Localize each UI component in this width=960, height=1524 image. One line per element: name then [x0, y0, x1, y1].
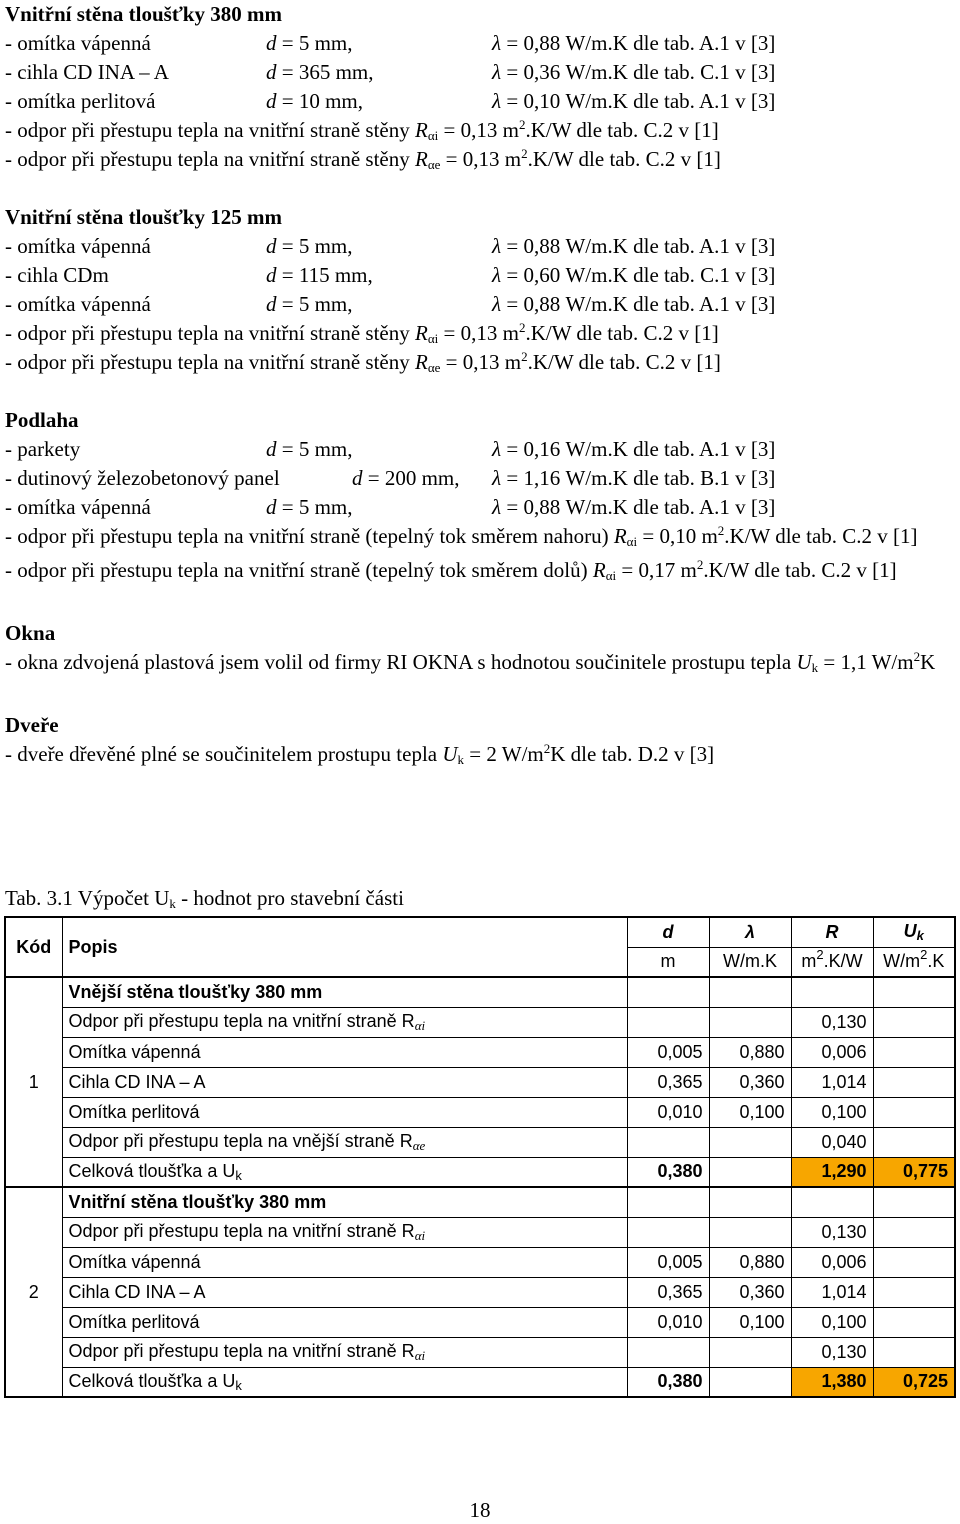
layer-line: - omítka perlitová d = 10 mm, λ = 0,10 W/m.K dle tab. A.1 v [3]: [5, 87, 950, 116]
unit-lambda: W/m.K: [709, 947, 791, 977]
uk-value: 0,775: [873, 1157, 955, 1187]
table-caption: Tab. 3.1 Výpočet $U_k$ - hodnot pro stavební části: [5, 886, 404, 911]
layer-thickness: 365 mm,: [298, 60, 374, 84]
table-row: [5, 1187, 955, 1217]
table-row: Omítka vápenná 0,005 0,880 0,006: [5, 1037, 955, 1067]
unit-r: $m^2.K/W$: [791, 947, 873, 977]
table-row: Cihla CD INA – A 0,365 0,360 1,014: [5, 1067, 955, 1097]
table-total-row: Celková tloušťka a $U_k$ 0,380 1,380 0,725: [5, 1367, 955, 1397]
section-title: Vnitřní stěna tloušťky 380 mm: [5, 2, 282, 26]
layer-line: - dutinový železobetonový panel d = 200 mm, λ = 1,16 W/m.K dle tab. B.1 v [3]: [5, 466, 776, 490]
layer-line: - parkety d = 5 mm, λ = 0,16 W/m.K dle tab. A.1 v [3]: [5, 437, 776, 461]
table-row: [5, 977, 955, 1007]
layer-thickness: 5 mm,: [298, 31, 353, 55]
uk-table: [4, 916, 956, 1398]
header-code: Kód: [5, 917, 62, 977]
layer-name: - omítka vápenná: [5, 31, 151, 55]
group-code: 1: [5, 977, 62, 1187]
windows-text: - okna zdvojená plastová jsem volil od firmy RI OKNA s hodnotou součinitele prostupu tepla $U_k = 1,1$ $W/m^2K$: [5, 649, 936, 675]
unit-d: m: [627, 947, 709, 977]
resistance-line: - odpor při přestupu tepla na vnitřní straně (tepelný tok směrem nahoru) $R_{\alpha i} = 0,10$ $m^2.K/W$ dle tab. C.2 v [1]: [5, 523, 918, 549]
table-row: Odpor při přestupu tepla na vnitřní straně $R_{\alpha i}$ 0,130: [5, 1337, 955, 1367]
table-row: Omítka vápenná 0,005 0,880 0,006: [5, 1247, 955, 1277]
section-title: Okna: [5, 621, 56, 645]
layer-name: - omítka perlitová: [5, 89, 156, 113]
resistance-line: - odpor při přestupu tepla na vnitřní straně (tepelný tok směrem dolů) $R_{\alpha i} = 0,17$ $m^2.K/W$ dle tab. C.2 v [1]: [5, 557, 897, 583]
layer-line: - omítka vápenná d = 5 mm, λ = 0,88 W/m.K dle tab. A.1 v [3]: [5, 29, 950, 58]
layer-line: - omítka vápenná d = 5 mm, λ = 0,88 W/m.K dle tab. A.1 v [3]: [5, 234, 776, 258]
unit-uk: $W/m^2.K$: [873, 947, 955, 977]
table-total-row: Celková tloušťka a $U_k$ 0,380 1,290 0,775: [5, 1157, 955, 1187]
group-title: Vnitřní stěna tloušťky 380 mm: [62, 1187, 627, 1217]
table-header-row: [5, 917, 955, 947]
text-content: [5, 0, 950, 769]
table-row: Odpor při přestupu tepla na vnější straně $R_{\alpha e}$ 0,040: [5, 1127, 955, 1157]
resistance-line: - odpor při přestupu tepla na vnitřní straně stěny $R_{\alpha e} = 0,13$ $m^2.K/W$ dle tab. C.2 v [1]: [5, 349, 721, 375]
table-row: Odpor při přestupu tepla na vnitřní straně $R_{\alpha i}$ 0,130: [5, 1007, 955, 1037]
header-d: d: [627, 917, 709, 947]
layer-thickness: 10 mm,: [298, 89, 364, 113]
resistance-line: - odpor při přestupu tepla na vnitřní straně stěny $R_{\alpha i} = 0,13$ $m^2.K/W$ dle tab. C.2 v [1]: [5, 117, 719, 143]
layer-conductivity: 0,36 W/m.K dle tab. C.1 v [3]: [523, 60, 776, 84]
header-lambda: λ: [709, 917, 791, 947]
layer-name: - cihla CD INA – A: [5, 60, 169, 84]
section-title: Dveře: [5, 713, 59, 737]
header-description: Popis: [62, 917, 627, 977]
group-code: 2: [5, 1187, 62, 1397]
doors-text: - dveře dřevěné plné se součinitelem prostupu tepla $U_k = 2$ $W/m^2K$ dle tab. D.2 v [3]: [5, 741, 715, 767]
header-uk: $U_k$: [873, 917, 955, 947]
table-row: Omítka perlitová 0,010 0,100 0,100: [5, 1097, 955, 1127]
layer-conductivity: 0,88 W/m.K dle tab. A.1 v [3]: [523, 31, 776, 55]
layer-line: - cihla CDm d = 115 mm, λ = 0,60 W/m.K dle tab. C.1 v [3]: [5, 263, 776, 287]
resistance-line: - odpor při přestupu tepla na vnitřní straně stěny $R_{\alpha i} = 0,13$ $m^2.K/W$ dle tab. C.2 v [1]: [5, 320, 719, 346]
table-row: Odpor při přestupu tepla na vnitřní straně $R_{\alpha i}$ 0,130: [5, 1217, 955, 1247]
section-title: Vnitřní stěna tloušťky 125 mm: [5, 205, 282, 229]
uk-value: 0,725: [873, 1367, 955, 1397]
section-title: Podlaha: [5, 408, 79, 432]
header-r: R: [791, 917, 873, 947]
layer-line: - cihla CD INA – A d = 365 mm, λ = 0,36 W/m.K dle tab. C.1 v [3]: [5, 58, 950, 87]
resistance-line: - odpor při přestupu tepla na vnitřní straně stěny $R_{\alpha e} = 0,13$ $m^2.K/W$ dle tab. C.2 v [1]: [5, 146, 721, 172]
group-title: Vnější stěna tloušťky 380 mm: [62, 977, 627, 1007]
page-number: 18: [469, 1498, 491, 1522]
table-row: Cihla CD INA – A 0,365 0,360 1,014: [5, 1277, 955, 1307]
layer-line: - omítka vápenná d = 5 mm, λ = 0,88 W/m.K dle tab. A.1 v [3]: [5, 495, 776, 519]
layer-line: - omítka vápenná d = 5 mm, λ = 0,88 W/m.K dle tab. A.1 v [3]: [5, 292, 776, 316]
table-row: Omítka perlitová 0,010 0,100 0,100: [5, 1307, 955, 1337]
layer-conductivity: 0,10 W/m.K dle tab. A.1 v [3]: [523, 89, 776, 113]
